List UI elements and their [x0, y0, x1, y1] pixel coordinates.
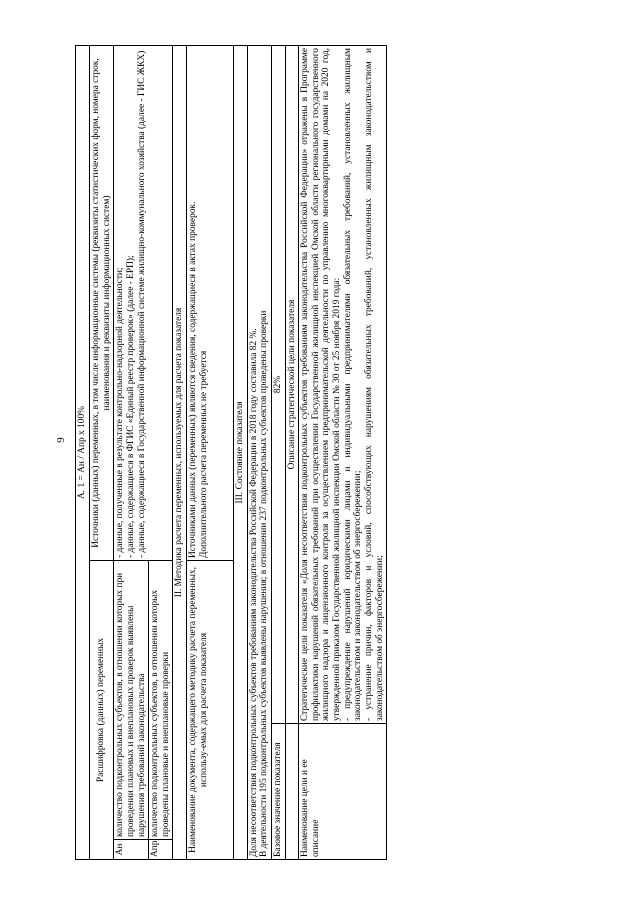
variable-apr-description: количество подконтрольных субъектов, в отношении которых проведены плановые и внеплановые проверки [149, 561, 173, 840]
base-value-label: Базовое значение показателя [271, 724, 285, 860]
variable-apr-symbol: Апр [149, 840, 173, 860]
variables-header-row [90, 46, 114, 860]
variable-an-row [114, 46, 149, 860]
section-4-title: Описание стратегической цели показателя [285, 46, 299, 724]
base-value: 82% [271, 46, 285, 724]
indicator-state-text [247, 46, 271, 860]
section-2-title-row [173, 46, 187, 860]
goal-bullet-2: - устранение причин, факторов и условий, способствующих нарушениям обязательных требований, установленных жилищным законодательством и законодательством об энергосбережении; [363, 48, 385, 721]
methodology-description [187, 46, 234, 561]
indicator-state-line-1: Доля несоответствия подконтрольных субъектов требованиям законодательства Российской Федерации в 2018 году составила 82 %. [248, 328, 259, 857]
page-number: 9 [54, 437, 67, 443]
source-item-1: - данные, полученные в результате контрольно-надзорной деятельности; [115, 267, 126, 558]
variables-sources-header: Источники (данных) переменных, в том числе информационные системы (реквизиты статистических форм, номера строк, наименования и реквизиты информационных систем) [90, 46, 114, 561]
source-item-3: - данные, содержащиеся в Государственной информационной системе жилищно-коммунального хозяйства (далее - ГИС ЖКХ) [136, 50, 147, 558]
empty-cell [285, 724, 299, 860]
variable-an-sources [114, 46, 173, 561]
formula: A. 1 = Ан / Апр х 100% [76, 46, 90, 860]
goal-bullet-1: - предупреждение нарушений юридическими лицами и индивидуальными предпринимателями обязательных требований, установленных жилищным законодательством и законодательством об энергосбережении; [342, 48, 364, 721]
goal-label: Наименование цели и ее описание [299, 724, 387, 860]
section-3-title: III. Состояние показателя [234, 46, 248, 860]
variables-decoding-header: Расшифровка (данных) переменных [90, 561, 114, 860]
methodology-document-label: Наименование документа, содержащего методику расчета переменных, использу-емых для расчета показателя [187, 561, 234, 860]
section-4-title-row [285, 46, 299, 860]
base-value-row [271, 46, 285, 860]
source-item-2: - данные, содержащиеся в ФГИС «Единый реестр проверок» (далее - ЕРП); [125, 255, 136, 558]
goal-paragraph: Стратегические цели показателя «Доля несоответствия подконтрольных субъектов требованиям законодательства Российской Федерации» отражены в Программе профилактики нарушений обязательных требований при осуществлении Государственной жилищной инспекцией Омской области регионального государственного жилищного надзора и лицензионного контроля за осуществлением предпринимательской деятельности по управлению многоквартирными домами на 2020 год, утвержденной приказом Государственной жилищной инспекции Омской области № 30 от 25 ноября 2019 года: [300, 48, 342, 721]
indicator-passport-table [75, 45, 387, 860]
goal-description-row [299, 46, 387, 860]
section-2-body-row [187, 46, 234, 860]
variable-an-symbol: Ан [114, 840, 149, 860]
variable-an-description: количество подконтрольных субъектов, в отношении которых при проведении плановых и внеплановых проверок выявлены нарушения требований законодательства [114, 561, 149, 840]
goal-description [299, 46, 387, 724]
section-2-title: II. Методика расчета переменных, используемых для расчета показателя [173, 46, 187, 860]
indicator-state-row [247, 46, 271, 860]
indicator-state-line-2: В деятельности 195 подконтрольных субъектов выявлены нарушения; в отношении 237 подконтрольных субъектов проведены проверки [259, 310, 270, 857]
methodology-line-1: Источниками данных (переменных) являются сведения, содержащиеся в актах проверок. [188, 201, 198, 558]
rotated-page-content [75, 45, 600, 860]
formula-row [76, 46, 90, 860]
section-3-title-row [234, 46, 248, 860]
methodology-line-2: Дополнительного расчета переменных не требуется [198, 350, 209, 558]
